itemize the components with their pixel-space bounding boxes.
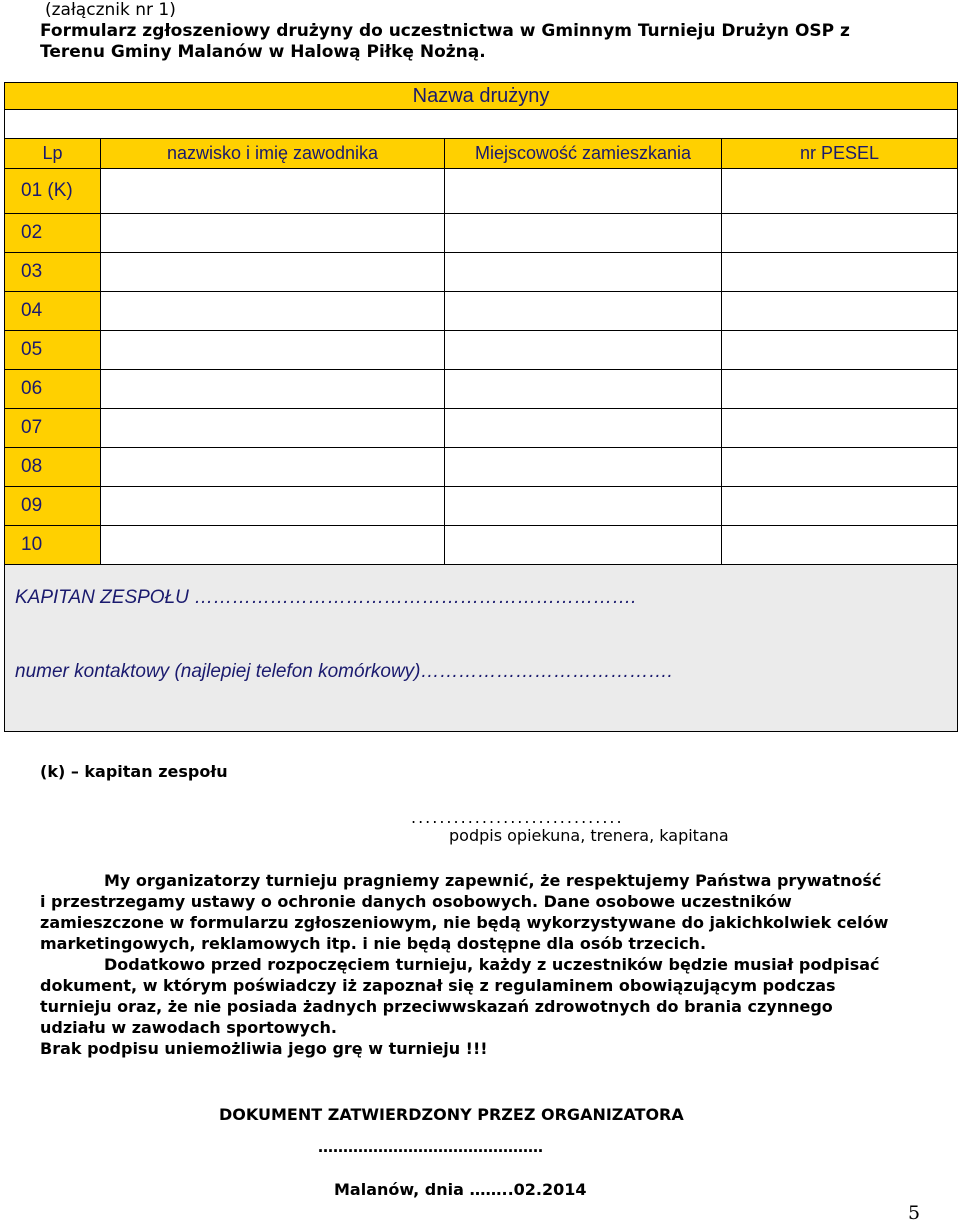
column-header-lp: Lp	[5, 139, 101, 169]
player-name-cell[interactable]	[101, 370, 445, 409]
player-pesel-cell[interactable]	[722, 526, 958, 565]
player-name-cell[interactable]	[101, 331, 445, 370]
captain-legend: (k) – kapitan zespołu	[40, 762, 228, 781]
row-number: 05	[5, 331, 101, 370]
player-town-cell[interactable]	[445, 448, 722, 487]
privacy-paragraph: My organizatorzy turnieju pragniemy zapewnić, że respektujemy Państwa prywatność i przestrzegamy ustawy o ochronie danych osobowych. Dane osobowe uczestników zamieszczone w formularzu zgłoszeniowym, nie będą wykorzystywane do jakichkolwiek celów marketingowych, reklamowych itp. i nie będą dostępne dla osób trzecich.	[40, 871, 889, 953]
table-row	[5, 526, 958, 565]
table-row	[5, 169, 958, 214]
player-name-cell[interactable]	[101, 292, 445, 331]
row-number: 06	[5, 370, 101, 409]
player-town-cell[interactable]	[445, 526, 722, 565]
player-pesel-cell[interactable]	[722, 331, 958, 370]
player-pesel-cell[interactable]	[722, 292, 958, 331]
registration-table	[4, 82, 958, 732]
column-header-pesel: nr PESEL	[722, 139, 958, 169]
row-number: 04	[5, 292, 101, 331]
column-header-name: nazwisko i imię zawodnika	[101, 139, 445, 169]
table-row	[5, 253, 958, 292]
captain-section	[5, 565, 958, 732]
player-pesel-cell[interactable]	[722, 214, 958, 253]
table-row	[5, 292, 958, 331]
signature-warning: Brak podpisu uniemożliwia jego grę w turnieju !!!	[40, 1039, 488, 1058]
signature-line[interactable]: ..............................	[411, 808, 624, 827]
team-name-field[interactable]	[5, 110, 958, 139]
table-row	[5, 448, 958, 487]
player-name-cell[interactable]	[101, 409, 445, 448]
table-row	[5, 214, 958, 253]
row-number: 08	[5, 448, 101, 487]
player-town-cell[interactable]	[445, 253, 722, 292]
column-header-town: Miejscowość zamieszkania	[445, 139, 722, 169]
table-row	[5, 487, 958, 526]
player-pesel-cell[interactable]	[722, 448, 958, 487]
page-number: 5	[908, 1202, 921, 1224]
row-number: 02	[5, 214, 101, 253]
player-pesel-cell[interactable]	[722, 370, 958, 409]
player-pesel-cell[interactable]	[722, 169, 958, 214]
player-pesel-cell[interactable]	[722, 409, 958, 448]
player-town-cell[interactable]	[445, 292, 722, 331]
document-date: Malanów, dnia ……..02.2014	[334, 1180, 587, 1199]
approval-signature-line[interactable]: ………………………………………	[318, 1138, 543, 1156]
player-town-cell[interactable]	[445, 169, 722, 214]
player-name-cell[interactable]	[101, 214, 445, 253]
player-name-cell[interactable]	[101, 487, 445, 526]
player-name-cell[interactable]	[101, 253, 445, 292]
approval-title: DOKUMENT ZATWIERDZONY PRZEZ ORGANIZATORA	[219, 1105, 684, 1124]
table-row	[5, 370, 958, 409]
row-number: 03	[5, 253, 101, 292]
table-row	[5, 331, 958, 370]
row-number: 09	[5, 487, 101, 526]
captain-field[interactable]: KAPITAN ZESPOŁU …………………………………………………………….	[15, 587, 637, 608]
row-number: 01 (K)	[5, 169, 101, 214]
player-pesel-cell[interactable]	[722, 487, 958, 526]
table-row	[5, 409, 958, 448]
player-town-cell[interactable]	[445, 214, 722, 253]
player-town-cell[interactable]	[445, 409, 722, 448]
form-title-line-2: Terenu Gminy Malanów w Halową Piłkę Nożną.	[40, 42, 486, 62]
phone-field[interactable]: numer kontaktowy (najlepiej telefon komórkowy)………………………………….	[15, 661, 673, 682]
attachment-note: (załącznik nr 1)	[45, 0, 176, 20]
player-name-cell[interactable]	[101, 169, 445, 214]
player-name-cell[interactable]	[101, 526, 445, 565]
row-number: 07	[5, 409, 101, 448]
document-header	[40, 0, 850, 63]
signature-caption: podpis opiekuna, trenera, kapitana	[449, 826, 729, 845]
player-name-cell[interactable]	[101, 448, 445, 487]
regulations-paragraph: Dodatkowo przed rozpoczęciem turnieju, każdy z uczestników będzie musiał podpisać dokument, w którym poświadczy iż zapoznał się z regulaminem obowiązującym podczas turnieju oraz, że nie posiada żadnych przeciwwskazań zdrowotnych do brania czynnego udziału w zawodach sportowych.	[40, 955, 880, 1037]
player-town-cell[interactable]	[445, 331, 722, 370]
form-title-line-1: Formularz zgłoszeniowy drużyny do uczestnictwa w Gminnym Turnieju Drużyn OSP z	[40, 21, 850, 41]
player-pesel-cell[interactable]	[722, 253, 958, 292]
player-town-cell[interactable]	[445, 487, 722, 526]
player-town-cell[interactable]	[445, 370, 722, 409]
team-name-header: Nazwa drużyny	[5, 83, 958, 110]
privacy-notice	[40, 870, 890, 1059]
row-number: 10	[5, 526, 101, 565]
